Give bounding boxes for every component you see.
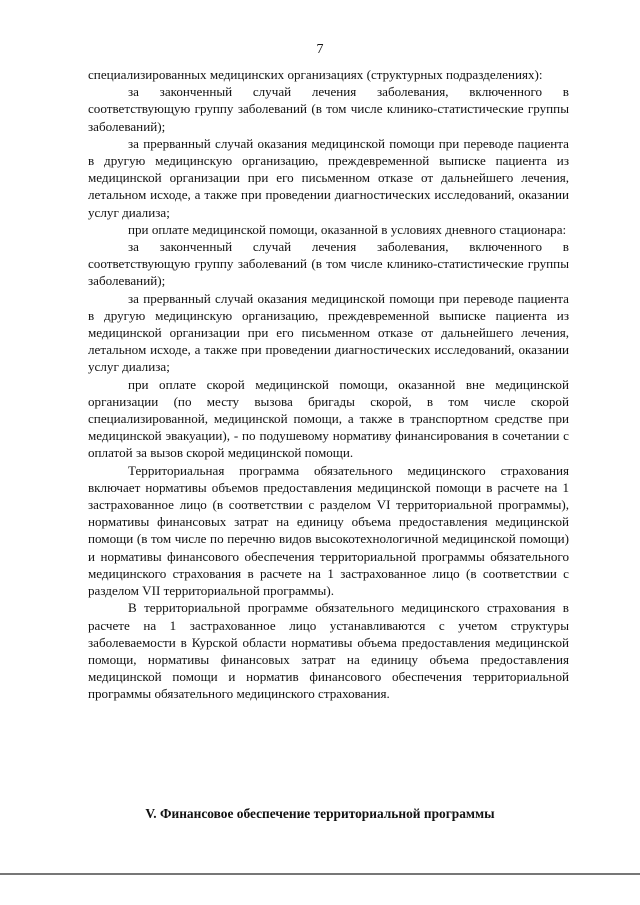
- paragraph: за прерванный случай оказания медицинской помощи при переводе пациента в другую медицинскую организацию, преждевременной выписке пациента из медицинской организации при его письменном отказе от дальнейшего лечения, летальном исходе, а также при проведении диагностических исследований, оказании услуг диализа;: [88, 135, 569, 220]
- paragraph: Территориальная программа обязательного медицинского страхования включает нормативы объемов предоставления медицинской помощи в расчете на 1 застрахованное лицо (в соответствии с разделом VI территориальной программы), нормативы финансовых затрат на единицу объема предоставления медицинской помощи (в том числе по перечню видов высокотехнологичной медицинской помощи) и нормативы финансового обеспечения территориальной программы обязательного медицинского страхования в расчете на 1 застрахованное лицо (в соответствии с разделом VII территориальной программы).: [88, 462, 569, 599]
- body-text: [88, 66, 569, 703]
- section-heading: V. Финансовое обеспечение территориальной программы: [145, 806, 495, 821]
- paragraph: за законченный случай лечения заболевания, включенного в соответствующую группу заболеваний (в том числе клинико-статистические группы заболеваний);: [88, 84, 569, 134]
- paragraph: специализированных медицинских организациях (структурных подразделениях):: [88, 67, 543, 82]
- paragraph: В территориальной программе обязательного медицинского страхования в расчете на 1 застрахованное лицо устанавливаются с учетом структуры заболеваемости в Курской области нормативы объема предоставления медицинской помощи, нормативы финансовых затрат на единицу объема предоставления медицинской помощи и норматив финансового обеспечения территориальной программы обязательного медицинского страхования.: [88, 600, 569, 702]
- paragraph: за прерванный случай оказания медицинской помощи при переводе пациента в другую медицинскую организацию, преждевременной выписке пациента из медицинской организации при его письменном отказе от дальнейшего лечения, летальном исходе, а также при проведении диагностических исследований, оказании услуг диализа;: [88, 290, 569, 375]
- page-number: 7: [316, 42, 324, 57]
- paragraph: при оплате скорой медицинской помощи, оказанной вне медицинской организации (по месту вызова бригады скорой, в том числе скорой специализированной, медицинской помощи, а также в транспортном средстве при медицинской эвакуации), - по подушевому нормативу финансирования в сочетании с оплатой за вызов скорой медицинской помощи.: [88, 376, 569, 461]
- scan-edge-line: [0, 873, 640, 875]
- paragraph: при оплате медицинской помощи, оказанной в условиях дневного стационара:: [128, 221, 567, 237]
- paragraph: за законченный случай лечения заболевания, включенного в соответствующую группу заболеваний (в том числе клинико-статистические группы заболеваний);: [88, 239, 569, 289]
